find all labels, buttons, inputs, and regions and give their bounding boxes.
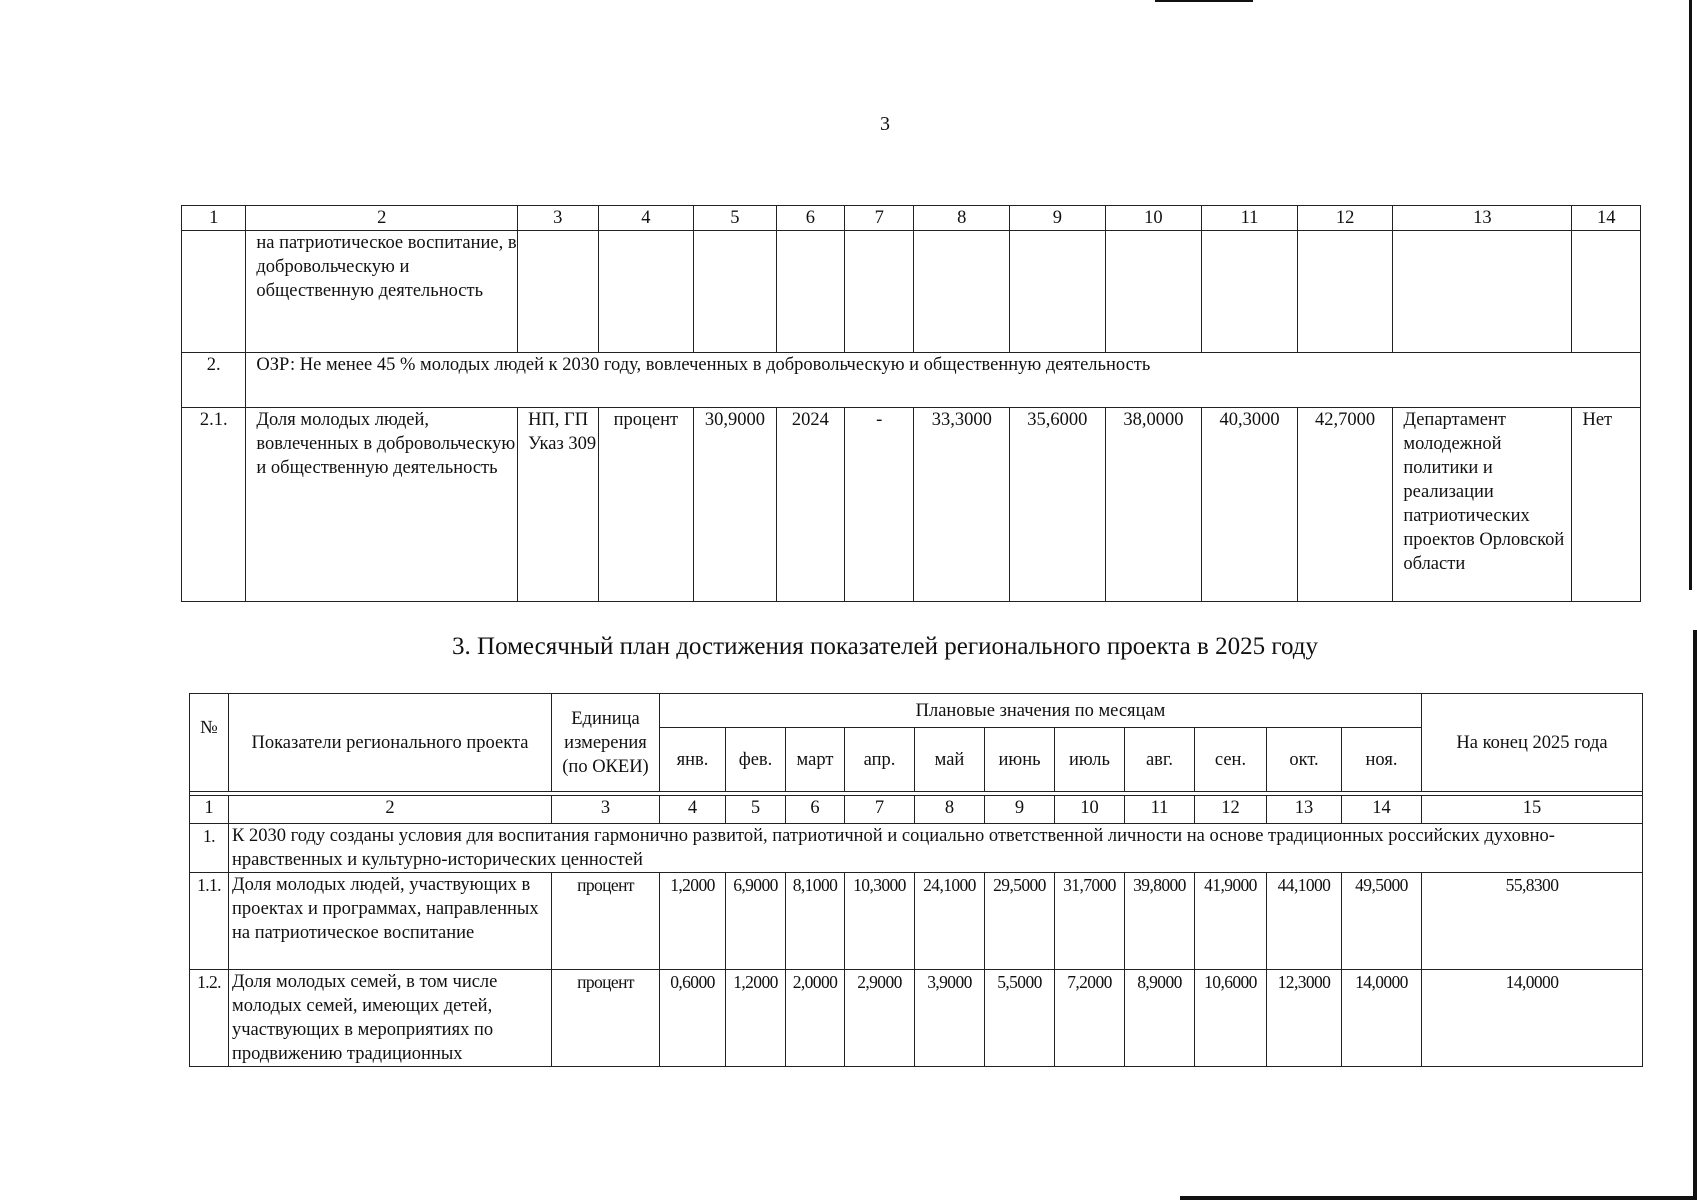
col-num: 11 [1202,206,1298,231]
value-jun: 29,5000 [985,873,1055,970]
month-jan: янв. [660,728,726,792]
value-year-end: 55,8300 [1422,873,1643,970]
col-num: 14 [1342,796,1422,824]
section-title: ОЗР: Не менее 45 % молодых людей к 2030 году, вовлеченных в добровольческую и общественную деятельность [246,353,1641,408]
value-col9: 35,6000 [1010,408,1106,602]
value-aug: 39,8000 [1125,873,1195,970]
value-apr: 2,9000 [845,970,915,1067]
table-row [190,873,1643,970]
month-jun: июнь [985,728,1055,792]
header-row-1 [190,694,1643,728]
value-aug: 8,9000 [1125,970,1195,1067]
value-col8: 33,3000 [914,408,1010,602]
value-nov: 49,5000 [1342,873,1422,970]
base-year: 2024 [776,408,844,602]
col-num: 2 [246,206,518,231]
value-year-end: 14,0000 [1422,970,1643,1067]
month-aug: авг. [1125,728,1195,792]
col-num: 12 [1297,206,1393,231]
col-num: 7 [845,206,914,231]
row-number: 1.1. [190,873,229,970]
col-num: 13 [1393,206,1572,231]
value-jun: 5,5000 [985,970,1055,1067]
scan-edge-right [1689,0,1692,590]
header-monthly-plan: Плановые значения по месяцам [660,694,1422,728]
continuation-row [182,231,1641,353]
value-apr: 10,3000 [845,873,915,970]
header-number: № [190,694,229,792]
base-value: 30,9000 [694,408,777,602]
section-number: 2. [182,353,246,408]
unit: процент [552,873,660,970]
col-num: 3 [518,206,598,231]
value-nov: 14,0000 [1342,970,1422,1067]
col-num: 5 [694,206,777,231]
header-unit: Единица измерения (по ОКЕИ) [552,694,660,792]
value-feb: 1,2000 [726,970,786,1067]
col-num: 10 [1055,796,1125,824]
col-num: 8 [915,796,985,824]
month-mar: март [786,728,845,792]
value-may: 24,1000 [915,873,985,970]
section-title: К 2030 году созданы условия для воспитания гармонично развитой, патриотичной и социально ответственной личности на основе традиционных российских духовно-нравственных и культурно-исторических ценностей [229,824,1643,873]
value-col14: Нет [1572,408,1641,602]
month-may: май [915,728,985,792]
row-number: 2.1. [182,408,246,602]
indicator-row [182,408,1641,602]
scan-edge-top [1155,0,1253,2]
col-num: 14 [1572,206,1641,231]
monthly-plan-table [189,693,1643,1067]
section-heading: 3. Помесячный план достижения показателей регионального проекта в 2025 году [452,633,1318,660]
col-num: 1 [190,796,229,824]
table-row [190,970,1643,1067]
col-num: 15 [1422,796,1643,824]
indicator-name: Доля молодых людей, участвующих в проектах и программах, направленных на патриотическое воспитание [229,873,552,970]
month-feb: фев. [726,728,786,792]
col-num: 5 [726,796,786,824]
column-number-row [182,206,1641,231]
unit: процент [552,970,660,1067]
col-num: 4 [660,796,726,824]
section-row [182,353,1641,408]
responsible: Департамент молодежной политики и реализации патриотических проектов Орловской области [1393,408,1572,602]
unit: процент [598,408,694,602]
indicators-table-continuation [181,205,1641,602]
col-num: 1 [182,206,246,231]
col-num: 4 [598,206,694,231]
column-number-row [190,796,1643,824]
month-nov: ноя. [1342,728,1422,792]
row-number: 1.2. [190,970,229,1067]
indicator-level: НП, ГП Указ 309 [518,408,598,602]
value-sep: 10,6000 [1195,970,1267,1067]
col-num: 11 [1125,796,1195,824]
indicator-name: Доля молодых семей, в том числе молодых семей, имеющих детей, участвующих в мероприятиях по продвижению традиционных [229,970,552,1067]
value-col10: 38,0000 [1105,408,1202,602]
section-row [190,824,1643,873]
value-mar: 2,0000 [786,970,845,1067]
month-apr: апр. [845,728,915,792]
col-num: 3 [552,796,660,824]
col-num: 6 [786,796,845,824]
continuation-text: на патриотическое воспитание, в добровольческую и общественную деятельность [246,231,518,353]
scan-edge-bottom [1180,1196,1697,1200]
page-number: 3 [880,113,890,135]
value-jan: 0,6000 [660,970,726,1067]
value-sep: 41,9000 [1195,873,1267,970]
value-oct: 44,1000 [1267,873,1342,970]
value-oct: 12,3000 [1267,970,1342,1067]
col-num: 10 [1105,206,1202,231]
value-jul: 31,7000 [1055,873,1125,970]
value-col12: 42,7000 [1297,408,1393,602]
col-num: 6 [776,206,844,231]
indicator-name: Доля молодых людей, вовлеченных в добровольческую и общественную деятельность [246,408,518,602]
col-num: 2 [229,796,552,824]
value-may: 3,9000 [915,970,985,1067]
value-jan: 1,2000 [660,873,726,970]
col-num: 12 [1195,796,1267,824]
header-indicator: Показатели регионального проекта [229,694,552,792]
header-year-end: На конец 2025 года [1422,694,1643,792]
month-oct: окт. [1267,728,1342,792]
col-num: 8 [914,206,1010,231]
col-num: 13 [1267,796,1342,824]
col-num: 9 [1010,206,1106,231]
scan-edge-right-lower [1693,630,1697,1200]
month-sep: сен. [1195,728,1267,792]
value-col7: - [845,408,914,602]
month-jul: июль [1055,728,1125,792]
value-mar: 8,1000 [786,873,845,970]
section-number: 1. [190,824,229,873]
value-col11: 40,3000 [1202,408,1298,602]
col-num: 9 [985,796,1055,824]
col-num: 7 [845,796,915,824]
value-jul: 7,2000 [1055,970,1125,1067]
value-feb: 6,9000 [726,873,786,970]
